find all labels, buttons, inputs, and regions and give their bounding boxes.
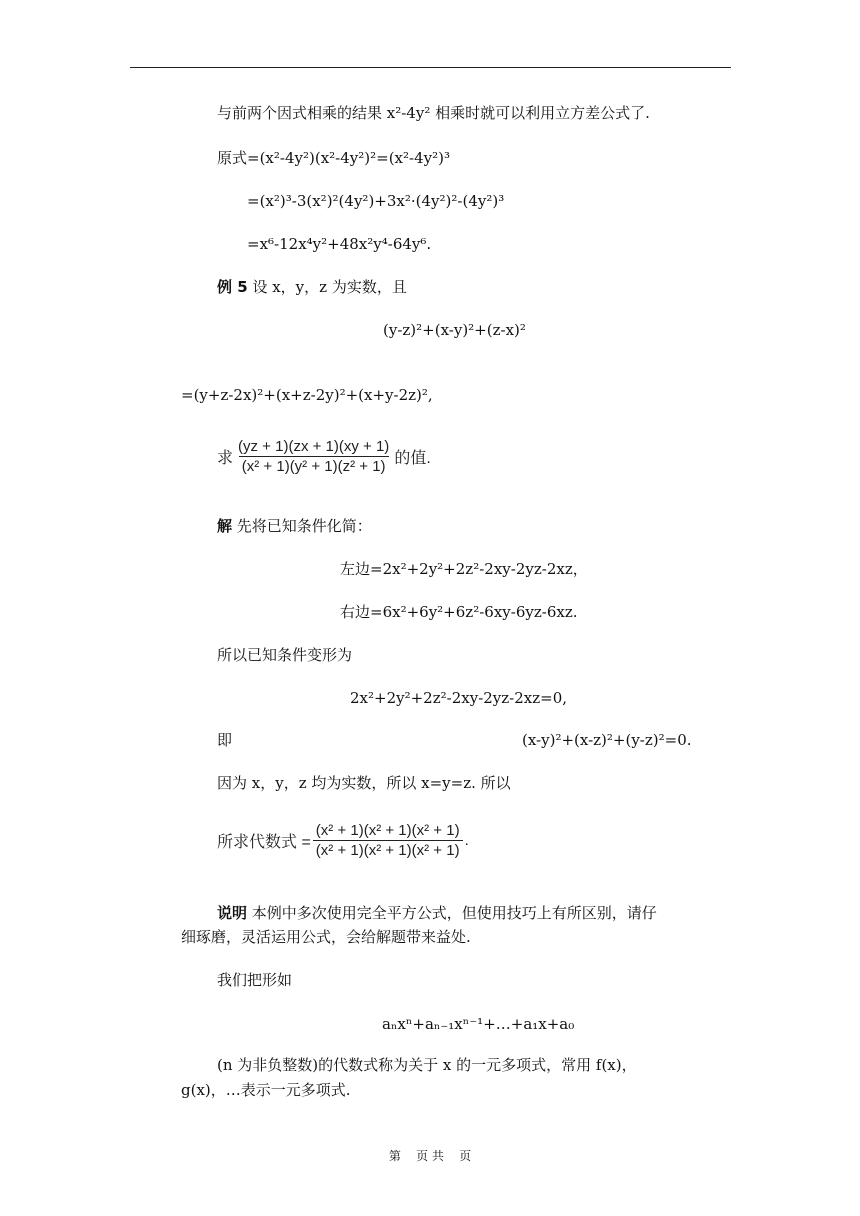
page-footer: 第 页 共 页 [388,1149,472,1163]
question-formula [217,438,431,475]
result-numerator: (x² + 1)(x² + 1)(x² + 1) [315,822,460,839]
note-text-1: 本例中多次使用完全平方公式，但使用技巧上有所区别，请仔 [251,904,657,922]
definition-line: 我们把形如 [217,971,293,989]
question-numerator: (yz + 1)(zx + 1)(xy + 1) [238,438,390,455]
left-side-eq: 左边=2x²+2y²+2z²-2xy-2yz-2xz， [340,560,588,578]
example-label: 例 5 [217,278,248,296]
since-line: 因为 x，y，z 均为实数，所以 x=y=z. 所以 [217,774,511,792]
example-5-line [217,277,407,297]
transformed-eq: 2x²+2y²+2z²-2xy-2yz-2xz=0, [350,689,568,707]
line-expansion-2: =(x²)³-3(x²)²(4y²)+3x²·(4y²)²-(4y²)³ [247,192,505,210]
ji-label: 即 [217,731,233,749]
result-fraction [313,822,463,859]
result-suffix: . [464,832,469,849]
solution-text: 先将已知条件化简： [236,517,372,535]
question-fraction [235,438,392,475]
condition-rhs: =(y+z-2x)²+(x+z-2y)²+(x+y-2z)², [181,386,433,404]
note-line-2: 细琢磨，灵活运用公式，会给解题带来益处. [181,928,471,946]
header-rule [130,67,731,68]
question-denominator: (x² + 1)(y² + 1)(z² + 1) [239,456,389,475]
result-formula [217,822,469,859]
result-denominator: (x² + 1)(x² + 1)(x² + 1) [313,840,463,859]
result-prefix: 所求代数式 = [217,834,311,851]
example-text: 设 x，y，z 为实数，且 [252,278,407,296]
note-line-1 [217,903,657,923]
squares-sum-eq: (x-y)²+(x-z)²+(y-z)²=0. [522,731,692,749]
question-suffix: 的值. [394,450,431,467]
solution-label: 解 [217,517,233,535]
question-prefix: 求 [217,450,234,467]
line-intro: 与前两个因式相乘的结果 x²-4y² 相乘时就可以利用立方差公式了. [217,104,650,122]
description-line-2: g(x)，…表示一元多项式. [181,1081,351,1099]
line-expansion-1: 原式=(x²-4y²)(x²-4y²)²=(x²-4y²)³ [217,149,450,167]
right-side-eq: 右边=6x²+6y²+6z²-6xy-6yz-6xz. [340,603,578,621]
condition-lhs: (y-z)²+(x-y)²+(z-x)² [383,321,526,339]
transform-line: 所以已知条件变形为 [217,646,353,664]
description-line-1: (n 为非负整数)的代数式称为关于 x 的一元多项式，常用 f(x)， [217,1056,637,1074]
polynomial-form: aₙxⁿ+aₙ₋₁xⁿ⁻¹+…+a₁x+a₀ [382,1015,575,1033]
line-expansion-3: =x⁶-12x⁴y²+48x²y⁴-64y⁶. [247,235,432,253]
solution-line [217,516,372,536]
note-label: 说明 [217,904,248,922]
